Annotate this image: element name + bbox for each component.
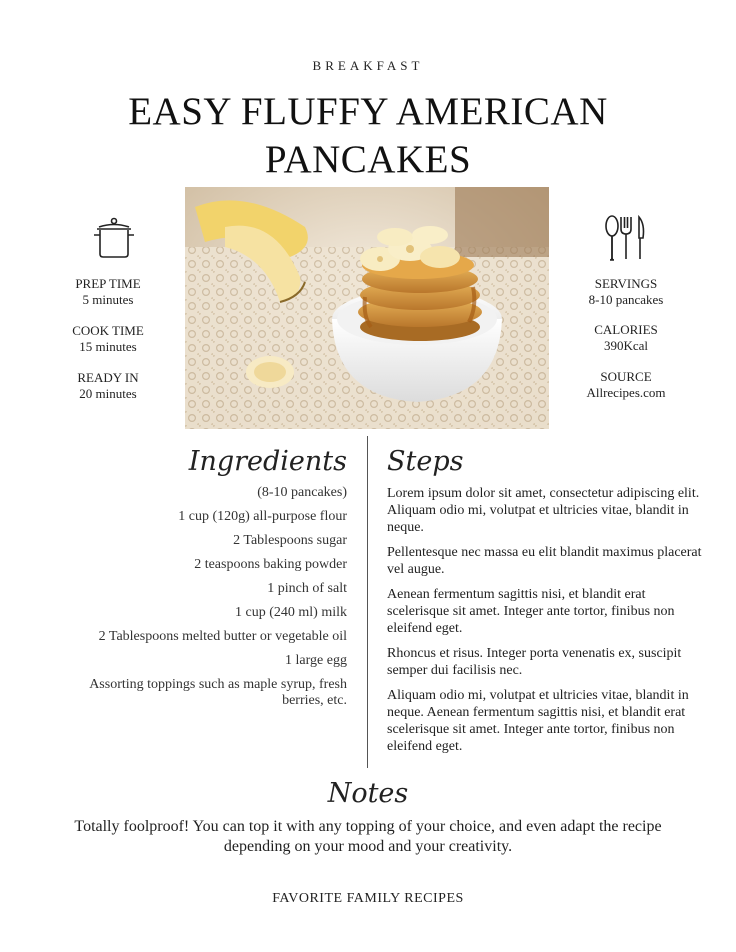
cooking-pot-icon — [44, 216, 184, 260]
meta-label: READY IN — [77, 370, 139, 385]
list-item: 2 teaspoons baking powder — [194, 557, 347, 572]
step-item: Rhoncus et risus. Integer porta venenatis ex, suscipit semper dui facilisis nec. — [387, 646, 682, 678]
list-item: 1 large egg — [285, 653, 347, 668]
notes-heading: Notes — [327, 778, 409, 809]
meta-ready-in — [38, 370, 178, 402]
step-item: Pellentesque nec massa eu elit blandit maximus placerat vel augue. — [387, 545, 702, 577]
step-item: Aliquam odio mi, volutpat et ultricies vitae, blandit in neque. Aenean fermentum sagittis nisi, et blandit erat scelerisque sit amet. Integer ante tortor, finibus non eleifend eget. — [387, 688, 689, 754]
meta-value: 5 minutes — [82, 292, 134, 307]
meta-label: CALORIES — [594, 322, 658, 337]
list-item: 2 Tablespoons sugar — [233, 533, 347, 548]
utensils-icon — [556, 214, 696, 262]
steps-heading: Steps — [387, 446, 464, 477]
steps-list — [387, 485, 707, 763]
meta-calories — [556, 322, 696, 354]
ingredients-heading: Ingredients — [188, 446, 347, 477]
list-item: 1 pinch of salt — [267, 581, 347, 596]
meta-value: Allrecipes.com — [586, 385, 666, 400]
recipe-title: EASY FLUFFY AMERICAN PANCAKES — [128, 90, 608, 181]
footer-text: FAVORITE FAMILY RECIPES — [272, 891, 464, 906]
list-item: 1 cup (120g) all-purpose flour — [178, 509, 347, 524]
step-item: Aenean fermentum sagittis nisi, et blandit erat scelerisque sit amet. Integer ante tortor, finibus non eleifend eget. — [387, 587, 675, 636]
meta-value: 15 minutes — [79, 339, 137, 354]
meta-prep-time — [38, 276, 178, 308]
step-item: Lorem ipsum dolor sit amet, consectetur adipiscing elit. Aliquam odio mi, volutpat et ultricies vitae, blandit in neque. — [387, 486, 700, 535]
ingredients-list — [27, 485, 347, 717]
list-item: (8-10 pancakes) — [257, 485, 347, 500]
meta-label: COOK TIME — [72, 323, 144, 338]
meta-label: SERVINGS — [594, 276, 658, 291]
notes-text: Totally foolproof! You can top it with any topping of your choice, and even adapt the recipe depending on your mood and your creativity. — [74, 818, 662, 855]
list-item: 1 cup (240 ml) milk — [235, 605, 347, 620]
meta-label: SOURCE — [600, 369, 652, 384]
list-item: Assorting toppings such as maple syrup, fresh berries, etc. — [89, 677, 347, 708]
meta-servings — [556, 276, 696, 308]
meta-value: 390Kcal — [603, 338, 649, 353]
meta-value: 20 minutes — [79, 386, 137, 401]
meta-cook-time — [38, 323, 178, 355]
meta-value: 8-10 pancakes — [588, 292, 664, 307]
meta-label: PREP TIME — [75, 276, 141, 291]
list-item: 2 Tablespoons melted butter or vegetable oil — [98, 629, 347, 644]
meta-source — [556, 369, 696, 401]
column-divider — [367, 436, 368, 768]
hero-pancake-photo — [185, 187, 549, 429]
recipe-category: BREAKFAST — [312, 58, 424, 73]
